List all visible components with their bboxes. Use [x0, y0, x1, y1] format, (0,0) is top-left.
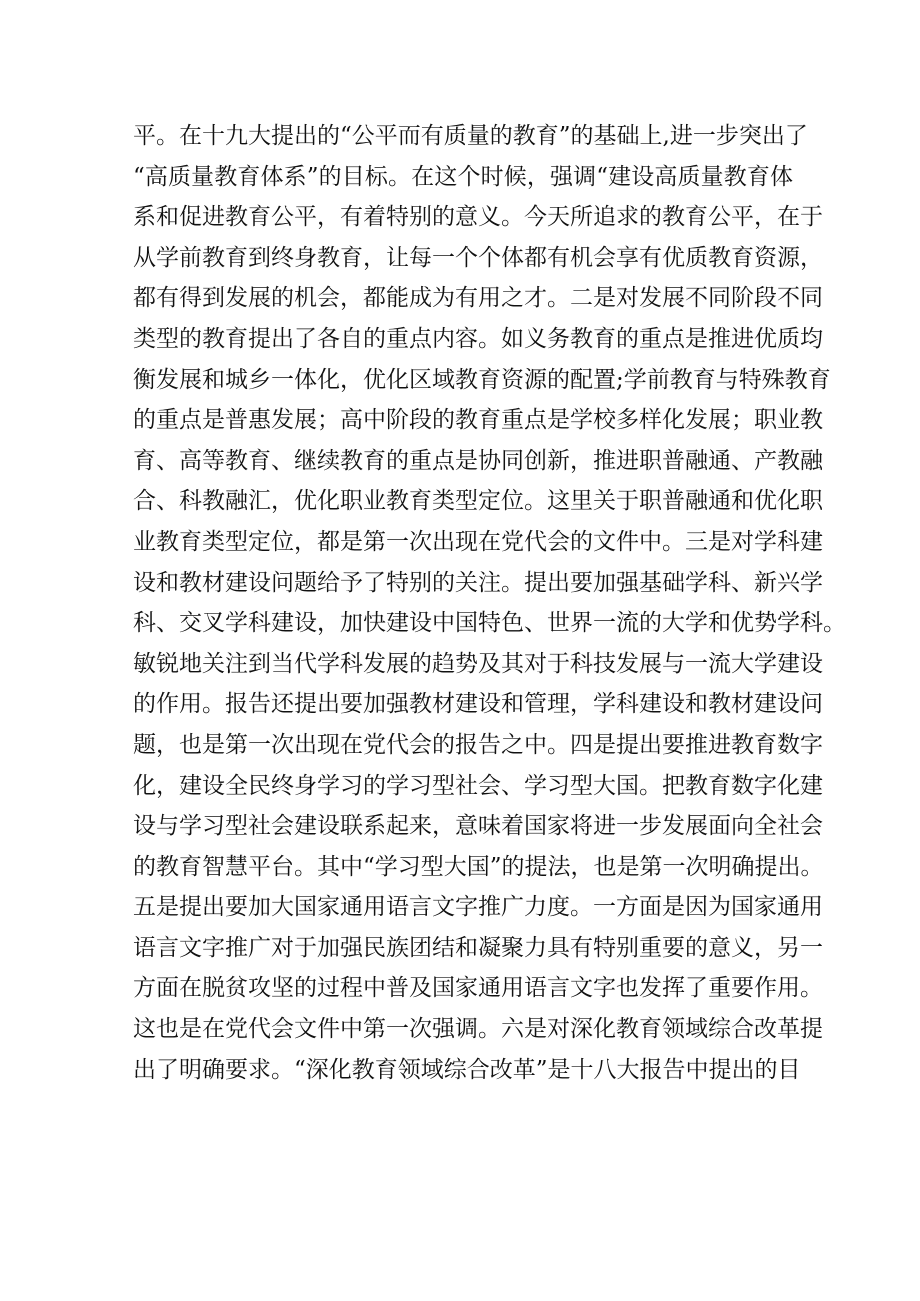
text-line: 设与学习型社会建设联系起来，意味着国家将进一步发展面向全社会 [133, 813, 823, 840]
text-line: 的教育智慧平台。其中“学习型大国”的提法，也是第一次明确提出。 [133, 853, 824, 880]
text-line: 都有得到发展的机会，都能成为有用之才。二是对发展不同阶段不同 [133, 285, 823, 312]
text-line: 业教育类型定位，都是第一次出现在党代会的文件中。三是对学科建 [133, 528, 823, 555]
text-line: 题，也是第一次出现在党代会的报告之中。四是提出要推进教育数字 [133, 731, 823, 758]
text-line: 的作用。报告还提出要加强教材建设和管理，学科建设和教材建设问 [133, 691, 823, 718]
text-line: 合、科教融汇，优化职业教育类型定位。这里关于职普融通和优化职 [133, 488, 823, 515]
text-line: 设和教材建设问题给予了特别的关注。提出要加强基础学科、新兴学 [133, 569, 823, 596]
text-line: 的重点是普惠发展；高中阶段的教育重点是学校多样化发展；职业教 [133, 407, 823, 434]
text-line: 类型的教育提出了各自的重点内容。如义务教育的重点是推进优质均 [133, 325, 823, 352]
text-line: “高质量教育体系”的目标。在这个时候，强调“建设高质量教育体 [133, 163, 793, 190]
text-line: 平。在十九大提出的“公平而有质量的教育”的基础上,进一步突出了 [133, 123, 808, 149]
text-line: 这也是在党代会文件中第一次强调。六是对深化教育领域综合改革提 [133, 1016, 823, 1043]
text-line: 语言文字推广对于加强民族团结和凝聚力具有特别重要的意义，另一 [133, 934, 823, 961]
text-line: 敏锐地关注到当代学科发展的趋势及其对于科技发展与一流大学建设 [133, 650, 823, 677]
text-line: 方面在脱贫攻坚的过程中普及国家通用语言文字也发挥了重要作用。 [133, 975, 823, 1002]
text-line: 系和促进教育公平，有着特别的意义。今天所追求的教育公平，在于 [133, 204, 823, 231]
text-line: 衡发展和城乡一体化，优化区域教育资源的配置;学前教育与特殊教育 [133, 366, 831, 393]
text-line: 科、交叉学科建设，加快建设中国特色、世界一流的大学和优势学科。 [133, 610, 846, 637]
text-line: 从学前教育到终身教育，让每一个个体都有机会享有优质教育资源， [133, 244, 823, 271]
text-line: 育、高等教育、继续教育的重点是协同创新，推进职普融通、产教融 [133, 447, 823, 474]
text-line: 化，建设全民终身学习的学习型社会、学习型大国。把教育数字化建 [133, 772, 823, 799]
text-line: 出了明确要求。“深化教育领域综合改革”是十八大报告中提出的目 [133, 1056, 801, 1083]
body-text [133, 116, 846, 1090]
text-line: 五是提出要加大国家通用语言文字推广力度。一方面是因为国家通用 [133, 894, 823, 921]
